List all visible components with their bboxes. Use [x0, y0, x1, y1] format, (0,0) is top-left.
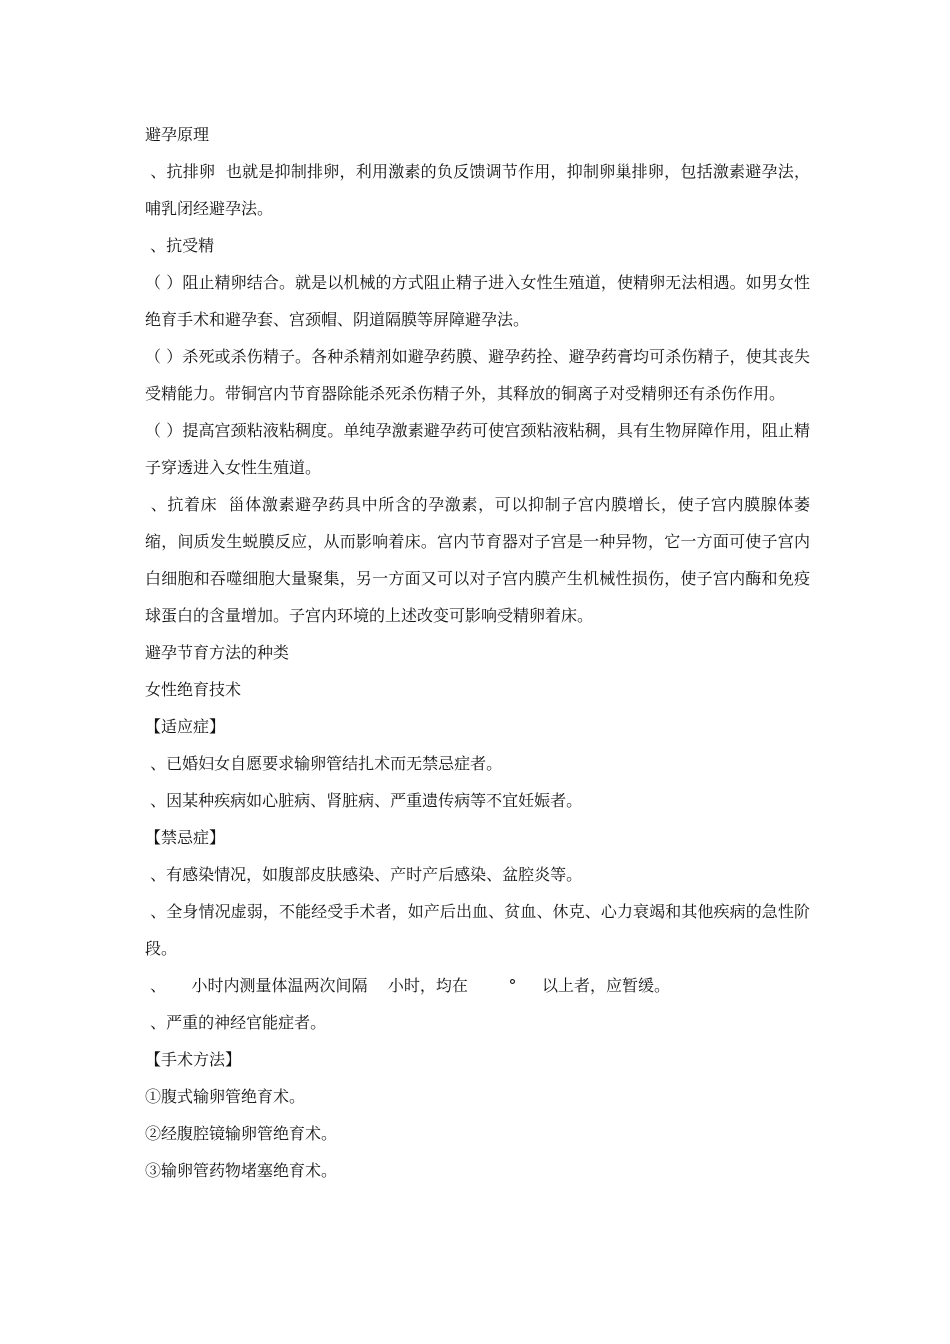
paragraph-anti-implantation: 、抗着床 甾体激素避孕药具中所含的孕激素，可以抑制子宫内膜增长，使子宫内膜腺体萎缩，间质发生蜕膜反应，从而影响着床。宫内节育器对子宫是一种异物，它一方面可使子宫内白细胞和吞噬细胞大量聚集，另一方面又可以对子宫内膜产生机械性损伤，使子宫内酶和免疫球蛋白的含量增加。子宫内环境的上述改变可影响受精卵着床。	[145, 495, 810, 625]
paragraph-kill-sperm: （ ）杀死或杀伤精子。各种杀精剂如避孕药膜、避孕药拴、避孕药膏均可杀伤精子，使其丧失受精能力。带铜宫内节育器除能杀死杀伤精子外，其释放的铜离子对受精卵还有杀伤作用。	[145, 347, 810, 403]
section-title-methods: 避孕节育方法的种类	[145, 643, 290, 662]
section-title: 避孕原理	[145, 125, 210, 144]
list-item-method-2: ②经腹腔镜输卵管绝育术。	[145, 1124, 338, 1143]
list-item-contraindication-1: 、有感染情况，如腹部皮肤感染、产时产后感染、盆腔炎等。	[145, 865, 583, 884]
list-item-method-3: ③输卵管药物堵塞绝育术。	[145, 1161, 338, 1180]
list-item-indication-1: 、已婚妇女自愿要求输卵管结扎术而无禁忌症者。	[145, 754, 503, 773]
heading-surgical-methods: 【手术方法】	[145, 1050, 242, 1069]
list-item-contraindication-3: 、 小时内测量体温两次间隔 小时，均在 ° 以上者，应暂缓。	[145, 976, 670, 995]
heading-indications: 【适应症】	[145, 717, 226, 736]
paragraph-anti-ovulation: 、抗排卵 也就是抑制排卵，利用激素的负反馈调节作用，抑制卵巢排卵，包括激素避孕法，哺乳闭经避孕法。	[145, 162, 810, 218]
document-body	[145, 116, 810, 1189]
list-item-indication-2: 、因某种疾病如心脏病、肾脏病、严重遗传病等不宜妊娠者。	[145, 791, 583, 810]
subsection-title-sterilization: 女性绝育技术	[145, 680, 242, 699]
list-item-contraindication-2: 、全身情况虚弱，不能经受手术者，如产后出血、贫血、休克、心力衰竭和其他疾病的急性阶段。	[145, 902, 810, 958]
list-item-method-1: ①腹式输卵管绝育术。	[145, 1087, 306, 1106]
paragraph-cervical-mucus: （ ）提高宫颈粘液粘稠度。单纯孕激素避孕药可使宫颈粘液粘稠，具有生物屏障作用，阻止精子穿透进入女性生殖道。	[145, 421, 810, 477]
paragraph-anti-fertilization: 、抗受精	[145, 236, 215, 255]
paragraph-block-union: （ ）阻止精卵结合。就是以机械的方式阻止精子进入女性生殖道，使精卵无法相遇。如男女性绝育手术和避孕套、宫颈帽、阴道隔膜等屏障避孕法。	[145, 273, 810, 329]
heading-contraindications: 【禁忌症】	[145, 828, 226, 847]
list-item-contraindication-4: 、严重的神经官能症者。	[145, 1013, 327, 1032]
